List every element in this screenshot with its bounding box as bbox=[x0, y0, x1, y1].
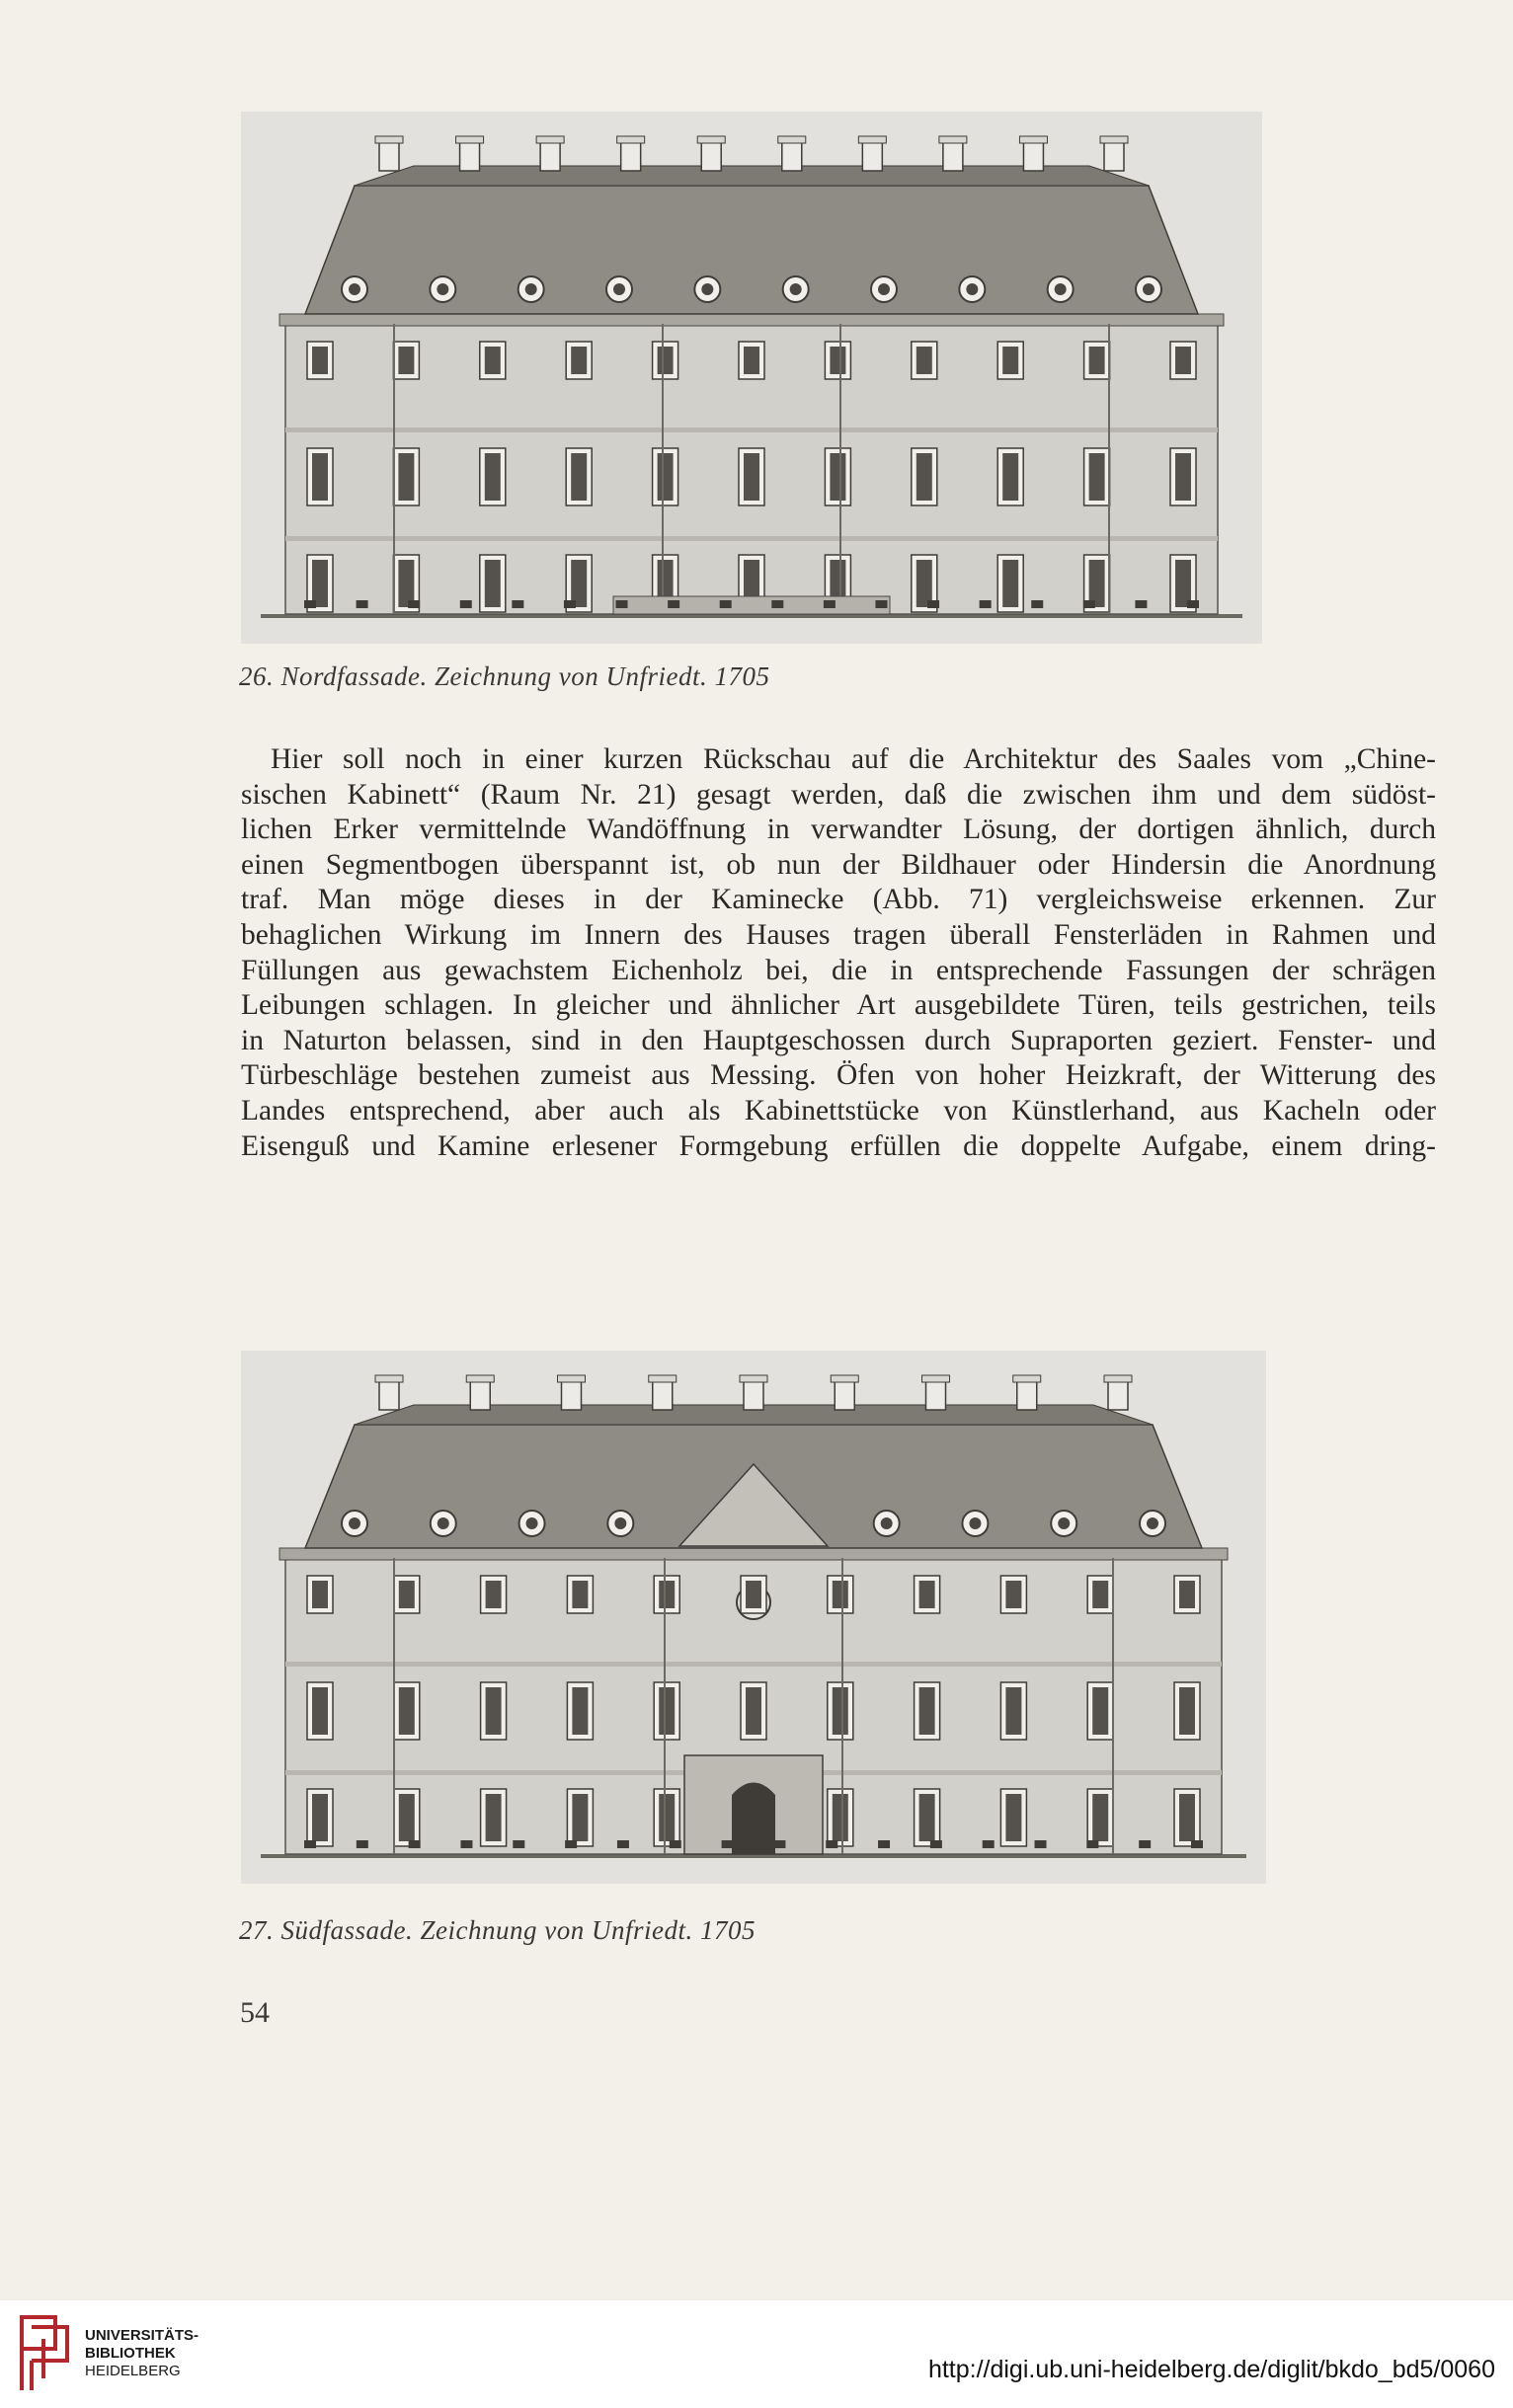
text-line: Türbeschläge bestehen zumeist aus Messing. Öfen von hoher Heizkraft, der Witterung des bbox=[241, 1059, 1436, 1092]
text-line: in Naturton belassen, sind in den Hauptgeschossen durch Supraporten geziert. Fenster- und bbox=[241, 1024, 1436, 1056]
figure-caption: 27. Südfassade. Zeichnung von Unfriedt. 1705 bbox=[239, 1915, 756, 1945]
library-logo-icon bbox=[16, 2309, 77, 2396]
south-facade-drawing bbox=[241, 1351, 1266, 1884]
library-name-line2: BIBLIOTHEK bbox=[85, 2345, 176, 2362]
text-line: Hier soll noch in einer kurzen Rückschau auf die Architektur des Saales vom „Chine- bbox=[271, 743, 1436, 775]
text-line: behaglichen Wirkung im Innern des Hauses tragen überall Fensterläden in Rahmen und bbox=[241, 918, 1436, 951]
page-number: 54 bbox=[240, 1996, 270, 2029]
figure-south-facade bbox=[241, 1351, 1266, 1884]
north-facade-drawing bbox=[241, 112, 1262, 644]
text-line: sischen Kabinett“ (Raum Nr. 21) gesagt werden, daß die zwischen ihm und dem südöst- bbox=[241, 778, 1436, 811]
text-line: Füllungen aus gewachstem Eichenholz bei, die in entsprechende Fassungen der schrägen bbox=[241, 954, 1436, 986]
text-line: einen Segmentbogen überspannt ist, ob nun der Bildhauer oder Hindersin die Anordnung bbox=[241, 848, 1436, 881]
text-line: Leibungen schlagen. In gleicher und ähnlicher Art ausgebildete Türen, teils gestrichen, teils bbox=[241, 989, 1436, 1022]
text-line: lichen Erker vermittelnde Wandöffnung in verwandter Lösung, der dortigen ähnlich, durch bbox=[241, 814, 1436, 846]
text-line: Eisenguß und Kamine erlesener Formgebung erfüllen die doppelte Aufgabe, einem dring- bbox=[241, 1129, 1436, 1162]
library-name-line1: UNIVERSITÄTS- bbox=[85, 2327, 199, 2344]
text-line: Landes entsprechend, aber auch als Kabinettstücke von Künstlerhand, aus Kacheln oder bbox=[241, 1094, 1436, 1126]
figure-north-facade bbox=[241, 112, 1262, 644]
library-name-line3: HEIDELBERG bbox=[85, 2363, 181, 2379]
permalink-url[interactable]: http://digi.ub.uni-heidelberg.de/diglit/bkdo_bd5/0060 bbox=[927, 2356, 1495, 2383]
body-text bbox=[241, 742, 1436, 1164]
footer-bar bbox=[0, 2300, 1513, 2408]
figure-caption: 26. Nordfassade. Zeichnung von Unfriedt. 1705 bbox=[239, 661, 770, 691]
library-name bbox=[85, 2327, 199, 2380]
text-line: traf. Man möge dieses in der Kaminecke (Abb. 71) vergleichsweise erkennen. Zur bbox=[241, 884, 1436, 916]
